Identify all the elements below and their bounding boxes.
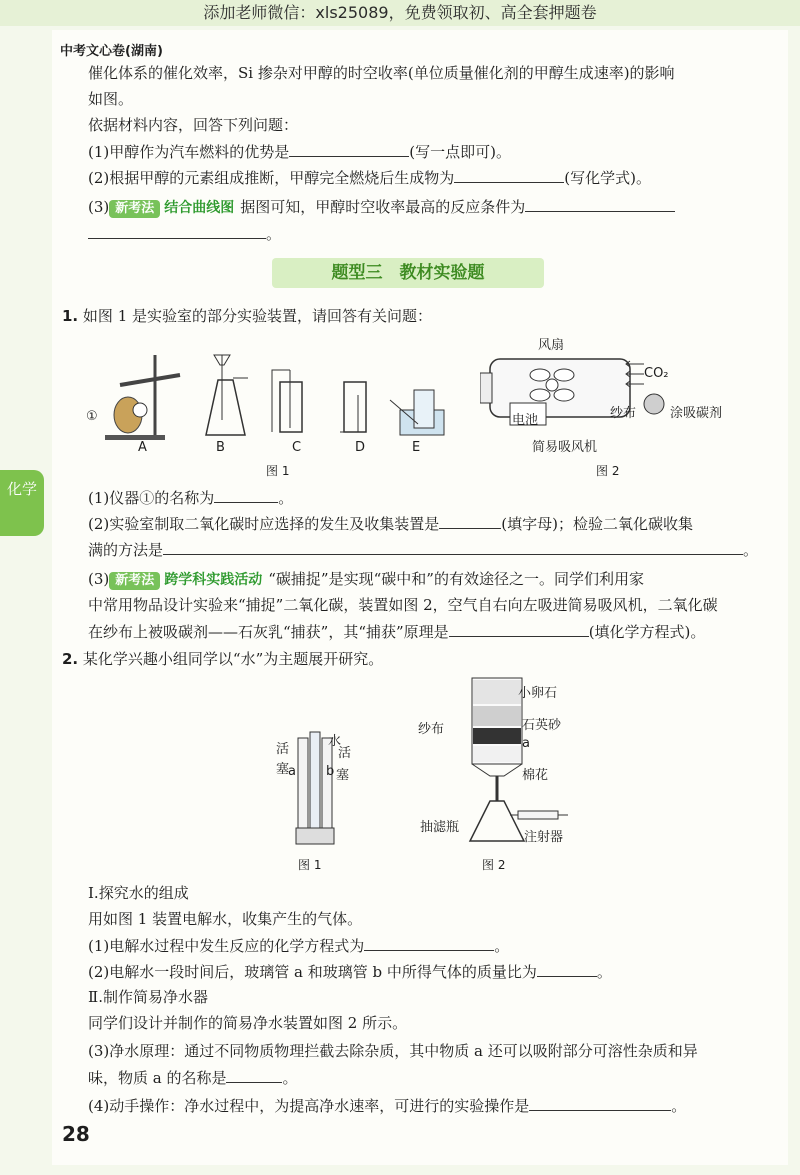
answer-blank[interactable] [88,222,266,239]
intro-line-1: 催化体系的催化效率，Si 掺杂对甲醇的时空收率(单位质量催化剂的甲醇生成速率)的影响 [88,64,675,82]
problem-1-q3-line2: 中常用物品设计实验来“捕捉”二氧化碳，装置如图 2，空气自右向左吸进简易吸风机，二氧化碳 [88,596,718,614]
syringe [510,808,570,822]
suction-fan-figure [480,345,640,435]
tube-a-label: a [288,764,296,779]
part-2-text: 同学们设计并制作的简易净水装置如图 2 所示。 [88,1014,408,1032]
fig2-cloth-label: 纱布 [610,406,637,421]
pebble-label: 小卵石 [518,686,558,701]
part-2-title: Ⅱ.制作简易净水器 [88,988,208,1006]
intro-question-3-cont: 。 [88,222,281,245]
answer-blank[interactable] [163,538,743,555]
fig1-label-c: C [292,440,302,455]
fig1-label-d: D [355,440,366,455]
part-1-text: 用如图 1 装置电解水，收集产生的气体。 [88,910,363,928]
problem-1-q2-cont: 满的方法是 。 [88,538,758,561]
cloth-disc [642,392,666,416]
top-banner: 添加老师微信：xls25089，免费领取初、高全套押题卷 [0,0,800,26]
fig1-caption-p2: 图 1 [298,858,322,872]
sand-label: 石英砂 [522,718,562,733]
intro-question-1: (1)甲醇作为汽车燃料的优势是 (写一点即可)。 [88,140,511,163]
answer-blank[interactable] [226,1066,282,1083]
tube-b-label: b [326,764,335,779]
subject-side-tab: 化学 [0,470,44,536]
air-inflow-arrows [622,360,646,390]
material-a-label: a [522,736,530,751]
section-title: 题型三 教材实验题 [272,258,544,288]
method-subtag: 结合曲线图 [164,200,235,216]
fig2-fan-label: 风扇 [538,338,565,353]
flask-label: 抽滤瓶 [420,820,460,835]
cotton-label: 棉花 [522,768,549,783]
answer-blank[interactable] [364,934,494,951]
answer-blank[interactable] [449,620,589,637]
fig2-caption-p2: 图 2 [482,858,506,872]
fig2-caption: 图 2 [596,464,620,478]
page-number: 28 [62,1122,90,1146]
problem-1-q2: (2)实验室制取二氧化碳时应选择的发生及收集装置是 (填字母)；检验二氧化碳收集 [88,512,693,535]
answer-blank[interactable] [439,512,501,529]
intro-line-2: 如图。 [88,90,134,108]
fig1-label-e: E [412,440,421,455]
book-title: 中考文心卷(湖南) [60,44,163,59]
new-method-tag: 新考法 [109,572,160,590]
fig1-label-a: A [138,440,147,455]
stopcock-right-2: 塞 [336,768,350,783]
problem-1-q3: (3) 新考法 跨学科实践活动 “碳捕捉”是实现“碳中和”的有效途径之一。同学们利用家 [88,570,644,588]
fig2-co2-label: CO₂ [644,366,669,381]
answer-blank[interactable] [454,166,564,183]
fig1-label-b: B [216,440,225,455]
problem-2-q4: (4)动手操作：净水过程中，为提高净水速率，可进行的实验操作是 。 [88,1094,686,1117]
syringe-label: 注射器 [524,830,564,845]
method-subtag: 跨学科实践活动 [164,572,263,588]
answer-blank[interactable] [289,140,409,157]
answer-blank[interactable] [525,195,675,212]
problem-2-stem: 2. 某化学兴趣小组同学以“水”为主题展开研究。 [62,650,384,668]
water-label: 水 [328,734,342,749]
stopcock-left-1: 活 [276,742,290,757]
circle-one-label: ① [86,409,98,424]
fig2-absorber-label: 涂吸碳剂 [670,406,723,421]
fig2-battery-label: 电池 [512,413,539,428]
problem-2-q3-cont: 味，物质 a 的名称是 。 [88,1066,298,1089]
part-1-title: Ⅰ.探究水的组成 [88,884,189,902]
problem-2-q2: (2)电解水一段时间后，玻璃管 a 和玻璃管 b 中所得气体的质量比为 。 [88,960,612,983]
stopcock-right-1: 活 [338,746,352,761]
intro-question-3: (3) 新考法 结合曲线图 据图可知，甲醇时空收率最高的反应条件为 [88,195,675,219]
stopcock-left-2: 塞 [276,762,290,777]
cloth-label: 纱布 [418,722,445,737]
problem-2-q3: (3)净水原理：通过不同物质物理拦截去除杂质，其中物质 a 还可以吸附部分可溶性杂质和异 [88,1042,698,1060]
intro-question-2: (2)根据甲醇的元素组成推断，甲醇完全燃烧后生成物为 (写化学式)。 [88,166,651,189]
answer-blank[interactable] [214,486,278,503]
new-method-tag: 新考法 [109,200,160,218]
fig1-caption: 图 1 [266,464,290,478]
problem-1-q1: (1)仪器①的名称为 。 [88,486,293,509]
answer-blank[interactable] [529,1094,671,1111]
fig2-machine-label: 简易吸风机 [532,440,598,455]
intro-line-3: 依据材料内容，回答下列问题： [88,116,299,134]
answer-blank[interactable] [537,960,597,977]
lab-apparatus-figure [100,350,450,450]
problem-1-stem: 1. 如图 1 是实验室的部分实验装置，请回答有关问题： [62,307,433,325]
problem-2-q1: (1)电解水过程中发生反应的化学方程式为 。 [88,934,509,957]
problem-1-q3-line3: 在纱布上被吸碳剂——石灰乳“捕获”，其“捕获”原理是 (填化学方程式)。 [88,620,705,643]
